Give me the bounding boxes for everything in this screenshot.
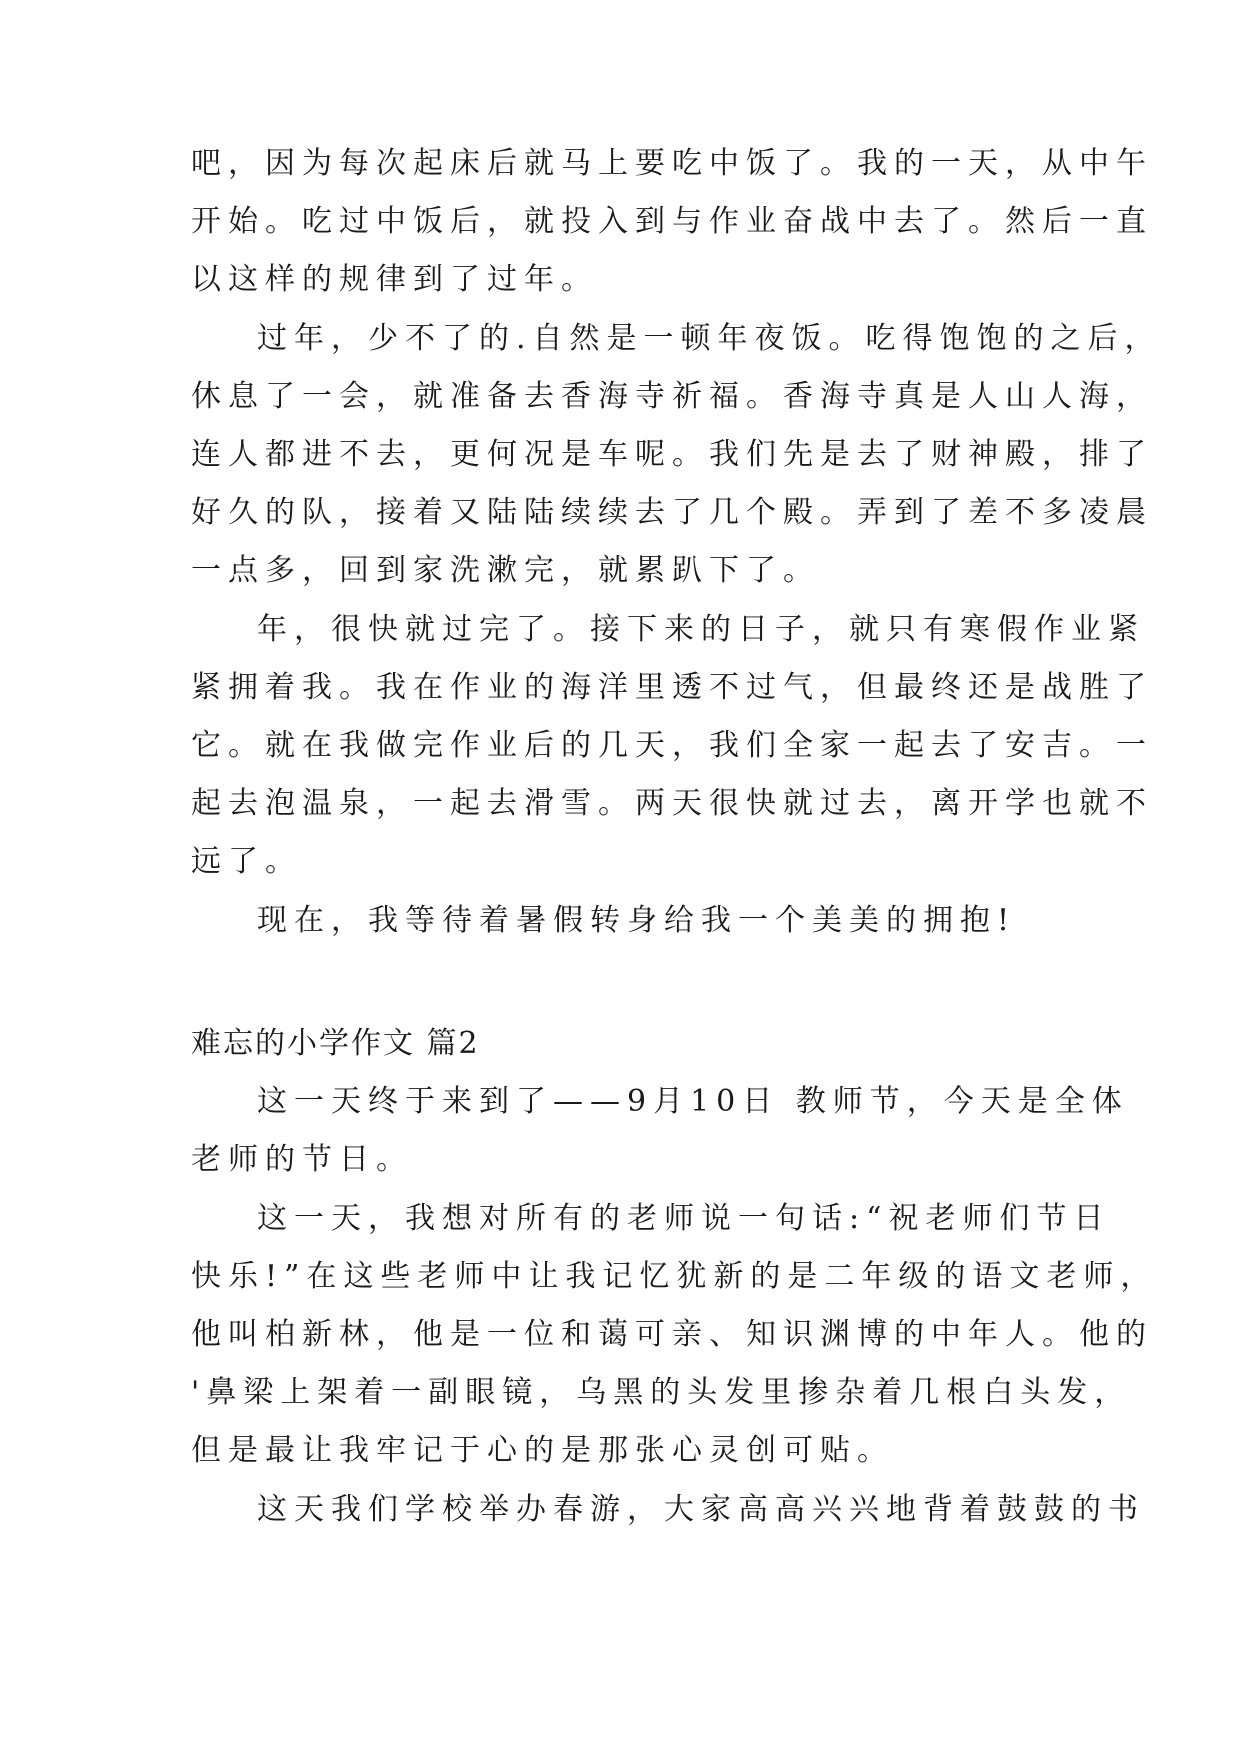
paragraph-line: 但是最让我牢记于心的是那张心灵创可贴。 (191, 1433, 894, 1468)
section-title: 难忘的小学作文 篇2 (191, 1026, 480, 1061)
paragraph-line: 一点多，回到家洗漱完，就累趴下了。 (191, 553, 820, 588)
paragraph-line: 连人都进不去，更何况是车呢。我们先是去了财神殿，排了 (191, 437, 1153, 472)
paragraph-line: 过年，少不了的.自然是一顿年夜饭。吃得饱饱的之后， (257, 321, 1162, 356)
paragraph-line: 这天我们学校举办春游，大家高高兴兴地背着鼓鼓的书 (257, 1492, 1145, 1527)
paragraph-line: 起去泡温泉，一起去滑雪。两天很快就过去，离开学也就不 (191, 786, 1153, 821)
paragraph-line: 吧，因为每次起床后就马上要吃中饭了。我的一天，从中午 (191, 146, 1153, 181)
paragraph-line: 休息了一会，就准备去香海寺祈福。香海寺真是人山人海， (191, 379, 1153, 414)
paragraph-line: 这一天终于来到了——9月10日 教师节，今天是全体 (257, 1084, 1129, 1119)
paragraph-line: 现在，我等待着暑假转身给我一个美美的拥抱! (257, 903, 1017, 938)
paragraph-line: '鼻梁上架着一副眼镜，乌黑的头发里掺杂着几根白头发， (191, 1375, 1132, 1410)
paragraph-line: 这一天，我想对所有的老师说一句话:“祝老师们节日 (257, 1201, 1111, 1236)
paragraph-line: 开始。吃过中饭后，就投入到与作业奋战中去了。然后一直 (191, 204, 1153, 239)
paragraph-line: 紧拥着我。我在作业的海洋里透不过气，但最终还是战胜了 (191, 670, 1153, 705)
paragraph-line: 好久的队，接着又陆陆续续去了几个殿。弄到了差不多凌晨 (191, 495, 1153, 530)
paragraph-line: 它。就在我做完作业后的几天，我们全家一起去了安吉。一 (191, 728, 1153, 763)
paragraph-line: 老师的节日。 (191, 1142, 413, 1177)
paragraph-line: 远了。 (191, 844, 302, 879)
paragraph-line: 快乐!”在这些老师中让我记忆犹新的是二年级的语文老师， (191, 1259, 1158, 1294)
paragraph-line: 年，很快就过完了。接下来的日子，就只有寒假作业紧 (257, 612, 1145, 647)
paragraph-line: 以这样的规律到了过年。 (191, 262, 598, 297)
paragraph-line: 他叫柏新林，他是一位和蔼可亲、知识渊博的中年人。他的 (191, 1317, 1153, 1352)
